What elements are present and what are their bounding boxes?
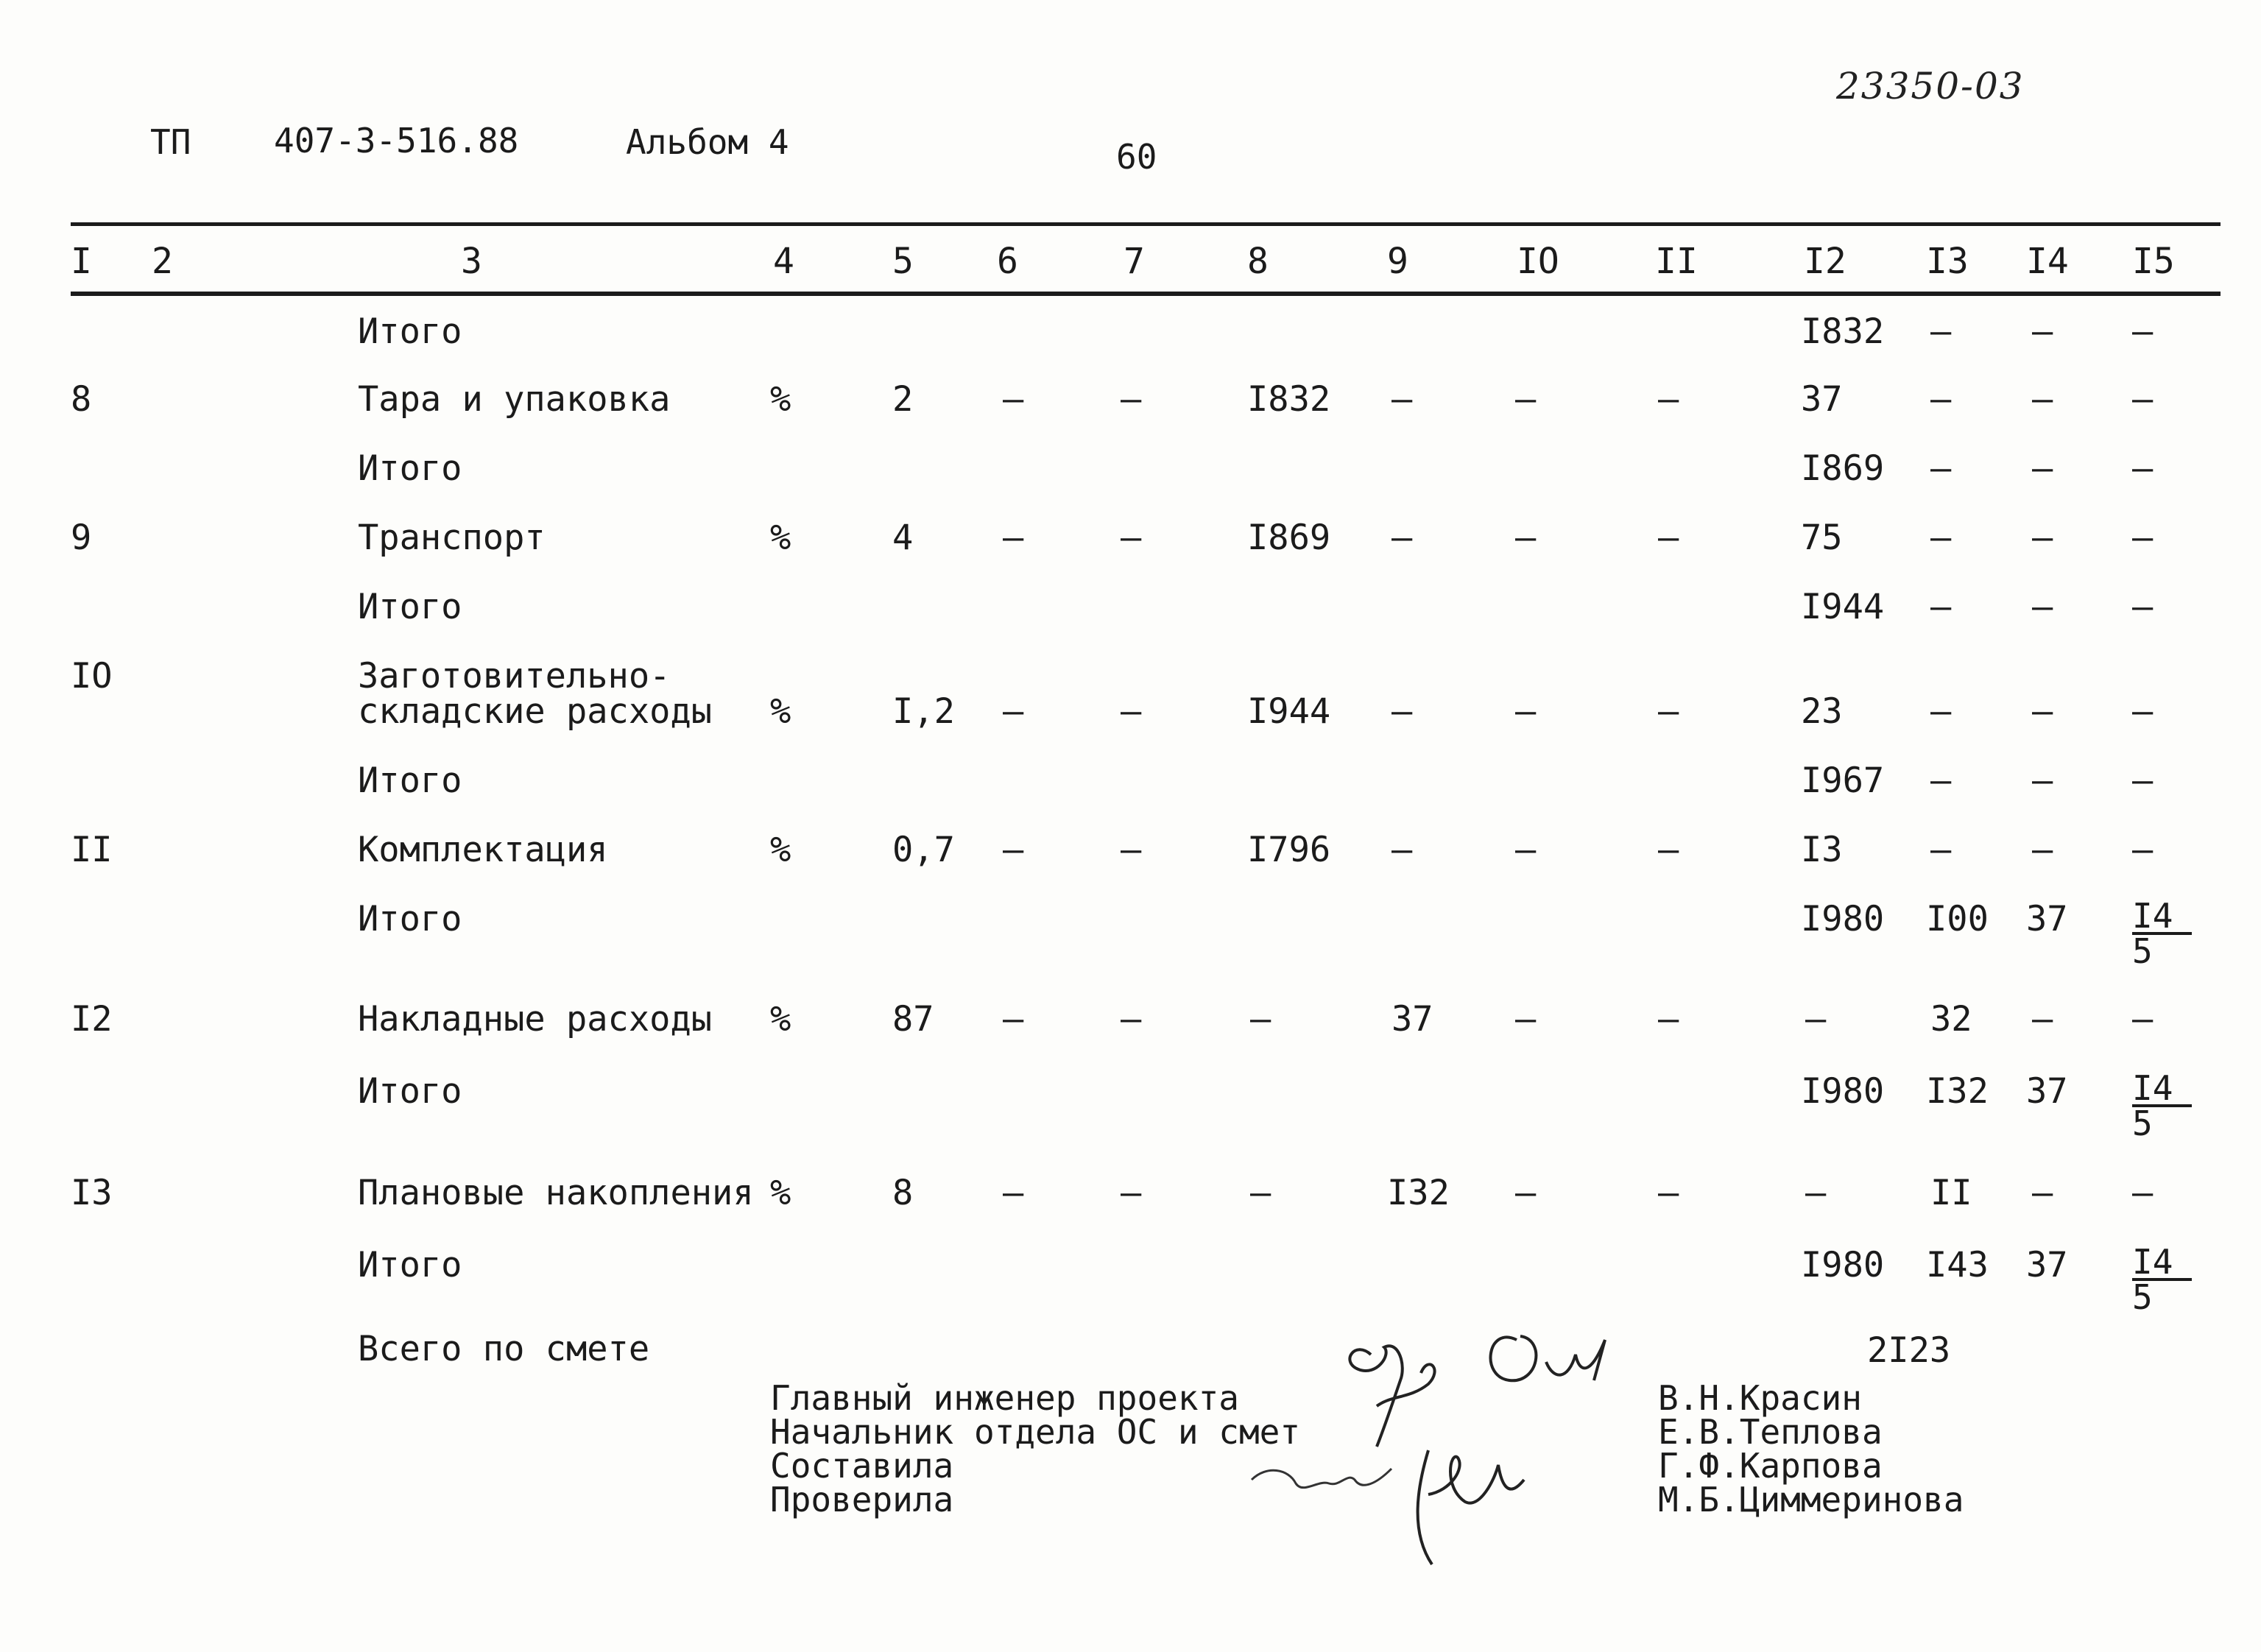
row-10-col15-numerator: I4 [2132, 1072, 2192, 1107]
row-1-col10: – [1515, 379, 1537, 420]
row-12-col15-numerator: I4 [2132, 1246, 2192, 1281]
row-7-col7: – [1121, 830, 1142, 870]
col-header-12: I2 [1804, 241, 1846, 282]
row-4-col13: – [1930, 587, 1952, 627]
row-5-name: Заготовительно- [358, 656, 671, 696]
row-3-col13: – [1930, 518, 1952, 558]
total-label: Всего по смете [358, 1329, 650, 1369]
name-chief-engineer: В.Н.Красин [1658, 1378, 1862, 1418]
row-5-col6: – [1003, 691, 1024, 732]
row-4-col14: – [2032, 587, 2053, 627]
row-9-rate: 87 [892, 999, 934, 1039]
name-checked-by: М.Б.Циммеринова [1658, 1480, 1964, 1519]
row-2-col13: – [1930, 448, 1952, 489]
row-6-name: Итого [358, 760, 462, 801]
col-header-13: I3 [1926, 241, 1969, 282]
row-5-number: IO [71, 656, 113, 696]
row-3-col12: 75 [1801, 518, 1843, 558]
row-7-col11: – [1658, 830, 1679, 870]
row-3-name: Транспорт [358, 518, 546, 558]
row-3-rate: 4 [892, 518, 914, 558]
col-header-11: II [1655, 241, 1698, 282]
row-9-col12: – [1805, 999, 1827, 1039]
row-3-number: 9 [71, 518, 92, 558]
row-10-col12: I980 [1801, 1071, 1885, 1112]
row-8-col12: I980 [1801, 899, 1885, 939]
row-7-number: II [71, 830, 113, 870]
role-department-head: Начальник отдела ОС и смет [770, 1412, 1301, 1452]
row-3-col15: – [2132, 518, 2154, 558]
row-1-col15: – [2132, 379, 2154, 420]
row-5-col7: – [1121, 691, 1142, 732]
row-12-col15-denominator: 5 [2132, 1277, 2153, 1317]
row-9-col8: – [1250, 999, 1271, 1039]
row-0-col15: – [2132, 311, 2154, 352]
row-11-col11: – [1658, 1173, 1679, 1213]
row-11-col6: – [1003, 1173, 1024, 1213]
signature-names [1658, 1378, 1964, 1519]
row-6-col12: I967 [1801, 760, 1885, 801]
name-compiled-by: Г.Ф.Карпова [1658, 1446, 1883, 1486]
row-11-col9: I32 [1387, 1173, 1450, 1213]
album-label: Альбом 4 [626, 122, 789, 162]
row-11-col14: – [2032, 1173, 2053, 1213]
row-7-col14: – [2032, 830, 2053, 870]
row-11-col15: – [2132, 1173, 2154, 1213]
col-header-9: 9 [1387, 241, 1408, 282]
row-1-name: Тара и упаковка [358, 379, 671, 420]
row-9-col10: – [1515, 999, 1537, 1039]
col-header-14: I4 [2026, 241, 2069, 282]
row-10-name: Итого [358, 1071, 462, 1112]
row-2-col12: I869 [1801, 448, 1885, 489]
col-header-6: 6 [997, 241, 1018, 282]
row-9-col13: 32 [1930, 999, 1972, 1039]
col-header-4: 4 [773, 241, 794, 282]
row-3-col9: – [1391, 518, 1413, 558]
row-5-col15: – [2132, 691, 2154, 732]
total-value: 2I23 [1867, 1330, 1951, 1371]
row-0-col13: – [1930, 311, 1952, 352]
row-7-col6: – [1003, 830, 1024, 870]
signature-scribble-3 [1252, 1469, 1391, 1488]
row-4-col12: I944 [1801, 587, 1885, 627]
col-header-1: I [71, 241, 92, 282]
row-11-col7: – [1121, 1173, 1142, 1213]
row-3-col8: I869 [1247, 518, 1331, 558]
row-7-col13: – [1930, 830, 1952, 870]
row-3-col11: – [1658, 518, 1679, 558]
row-5-col13: – [1930, 691, 1952, 732]
row-2-name: Итого [358, 448, 462, 489]
row-7-col10: – [1515, 830, 1537, 870]
row-8-col14: 37 [2026, 899, 2068, 939]
row-2-col15: – [2132, 448, 2154, 489]
role-checked-by: Проверила [770, 1480, 954, 1519]
row-1-col6: – [1003, 379, 1024, 420]
row-8-col15-numerator: I4 [2132, 900, 2192, 935]
col-header-7: 7 [1124, 241, 1145, 282]
row-4-name: Итого [358, 587, 462, 627]
row-5-col11: – [1658, 691, 1679, 732]
row-5-name-line2: складские расходы [358, 691, 713, 732]
row-5-col9: – [1391, 691, 1413, 732]
row-1-col12: 37 [1801, 379, 1843, 420]
row-0-col14: – [2032, 311, 2053, 352]
row-1-col14: – [2032, 379, 2053, 420]
project-code: 407-3-516.88 [274, 121, 519, 160]
row-1-col9: – [1391, 379, 1413, 420]
name-department-head: Е.В.Теплова [1658, 1412, 1883, 1452]
row-1-col8: I832 [1247, 379, 1331, 420]
row-9-col7: – [1121, 999, 1142, 1039]
row-10-col15-denominator: 5 [2132, 1104, 2153, 1143]
row-5-col10: – [1515, 691, 1537, 732]
row-3-col6: – [1003, 518, 1024, 558]
role-compiled-by: Составила [770, 1446, 954, 1486]
handwritten-signatures [1207, 1310, 1620, 1590]
row-8-col13: I00 [1926, 899, 1989, 939]
row-9-name: Накладные расходы [358, 999, 713, 1039]
row-9-number: I2 [71, 999, 113, 1039]
row-8-name: Итого [358, 899, 462, 939]
role-chief-engineer: Главный инженер проекта [770, 1378, 1239, 1418]
row-5-col12: 23 [1801, 691, 1843, 732]
row-7-col9: – [1391, 830, 1413, 870]
row-12-col15-fraction [2132, 1242, 2192, 1317]
signature-scribble-2 [1491, 1336, 1605, 1380]
row-11-col12: – [1805, 1173, 1827, 1213]
table-top-rule [71, 222, 2221, 226]
table-header-rule [71, 292, 2221, 296]
row-12-col14: 37 [2026, 1245, 2068, 1285]
row-12-name: Итого [358, 1245, 462, 1285]
col-header-10: IO [1517, 241, 1559, 282]
row-9-col11: – [1658, 999, 1679, 1039]
row-1-col11: – [1658, 379, 1679, 420]
col-header-3: 3 [461, 241, 482, 282]
row-8-col15-fraction [2132, 896, 2192, 971]
row-7-name: Комплектация [358, 830, 608, 870]
row-8-col15-denominator: 5 [2132, 931, 2153, 971]
row-5-unit: % [770, 691, 791, 732]
signature-scribble-4 [1418, 1450, 1524, 1564]
row-9-col14: – [2032, 999, 2053, 1039]
row-9-col9: 37 [1391, 999, 1433, 1039]
row-1-col7: – [1121, 379, 1142, 420]
row-12-col12: I980 [1801, 1245, 1885, 1285]
row-2-col14: – [2032, 448, 2053, 489]
row-10-col14: 37 [2026, 1071, 2068, 1112]
row-6-col13: – [1930, 760, 1952, 801]
row-3-col7: – [1121, 518, 1142, 558]
row-1-unit: % [770, 379, 791, 420]
row-11-col10: – [1515, 1173, 1537, 1213]
row-1-number: 8 [71, 379, 92, 420]
row-0-name: Итого [358, 311, 462, 352]
inventory-number: 23350-03 [1836, 65, 2025, 107]
signature-scribble-1 [1350, 1346, 1434, 1447]
col-header-8: 8 [1247, 241, 1269, 282]
row-3-col10: – [1515, 518, 1537, 558]
col-header-5: 5 [892, 241, 914, 282]
row-3-col14: – [2032, 518, 2053, 558]
col-header-15: I5 [2132, 241, 2175, 282]
row-5-col8: I944 [1247, 691, 1331, 732]
row-0-col12: I832 [1801, 311, 1885, 352]
row-9-col15: – [2132, 999, 2154, 1039]
row-1-col13: – [1930, 379, 1952, 420]
row-11-col8: – [1250, 1173, 1271, 1213]
row-11-unit: % [770, 1173, 791, 1213]
row-11-number: I3 [71, 1173, 113, 1213]
row-3-unit: % [770, 518, 791, 558]
row-5-rate: I,2 [892, 691, 955, 732]
row-5-col14: – [2032, 691, 2053, 732]
row-7-col8: I796 [1247, 830, 1331, 870]
row-11-name: Плановые накопления [358, 1173, 754, 1213]
row-9-col6: – [1003, 999, 1024, 1039]
row-12-col13: I43 [1926, 1245, 1989, 1285]
row-7-col15: – [2132, 830, 2154, 870]
page-number: 60 [1116, 137, 1157, 177]
row-9-unit: % [770, 999, 791, 1039]
row-10-col13: I32 [1926, 1071, 1989, 1112]
col-header-2: 2 [152, 241, 173, 282]
row-7-col12: I3 [1801, 830, 1843, 870]
row-11-rate: 8 [892, 1173, 914, 1213]
row-7-unit: % [770, 830, 791, 870]
row-7-rate: 0,7 [892, 830, 955, 870]
row-1-rate: 2 [892, 379, 914, 420]
row-11-col13: II [1930, 1173, 1972, 1213]
row-4-col15: – [2132, 587, 2154, 627]
row-10-col15-fraction [2132, 1068, 2192, 1143]
row-6-col14: – [2032, 760, 2053, 801]
row-6-col15: – [2132, 760, 2154, 801]
series-label: ТП [150, 122, 191, 162]
